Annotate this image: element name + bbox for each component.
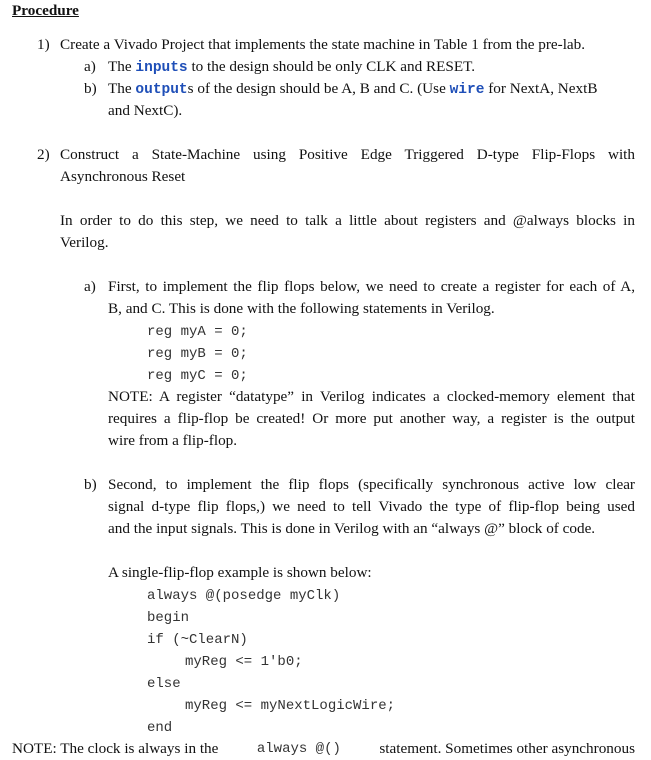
step1a-pre: The xyxy=(108,58,136,75)
inputs-keyword: inputs xyxy=(135,60,188,76)
final-note-post: statement. Sometimes other asynchronous xyxy=(379,740,635,757)
step1b-mid: s of the design should be A, B and C. (Use xyxy=(187,80,450,97)
step2a-line2: B, and C. This is done with the following statements in Verilog. xyxy=(108,300,495,317)
code-end: end xyxy=(147,720,173,736)
code-reg-myA: reg myA = 0; xyxy=(147,324,248,340)
code-else: else xyxy=(147,676,181,692)
outputs-keyword: output xyxy=(135,82,188,98)
code-assign-clear: myReg <= 1'b0; xyxy=(185,654,303,670)
step2b-line3: and the input signals. This is done in Verilog with an “always @” block of code. xyxy=(108,520,596,537)
step2b-line1: Second, to implement the flip flops (specifically synchronous active low clear xyxy=(108,476,635,493)
step2-line2: Asynchronous Reset xyxy=(60,168,186,185)
step2-line1: Construct a State-Machine using Positive Edge Triggered D-type Flip-Flops with xyxy=(60,146,635,163)
step2-number: 2) xyxy=(37,146,50,163)
step2a-note-line2: requires a flip-flop be created! Or more put another way, a register is the output xyxy=(108,410,635,427)
procedure-title: Procedure xyxy=(12,2,79,19)
step2a-line1: First, to implement the flip flops below, we need to create a register for each of A, xyxy=(108,278,635,295)
code-assign-next: myReg <= myNextLogicWire; xyxy=(185,698,396,714)
code-always: always @(posedge myClk) xyxy=(147,588,341,604)
step1b-text xyxy=(108,78,597,101)
step1a-text xyxy=(108,56,475,79)
step2b-label: b) xyxy=(84,476,97,493)
step1-number: 1) xyxy=(37,36,50,53)
step2a-label: a) xyxy=(84,278,96,295)
final-note-code: always @() xyxy=(256,741,341,757)
step2a-note-line3: wire from a flip-flop. xyxy=(108,432,238,449)
code-if: if (~ClearN) xyxy=(147,632,248,648)
step2-intro-line2: Verilog. xyxy=(60,234,109,251)
final-note-pre: NOTE: The clock is always in the xyxy=(12,740,219,757)
code-reg-myB: reg myB = 0; xyxy=(147,346,248,362)
step1a-post: to the design should be only CLK and RESET. xyxy=(187,58,476,75)
step1b-post: for NextA, NextB xyxy=(484,80,598,97)
step1-text: Create a Vivado Project that implements the state machine in Table 1 from the pre-lab. xyxy=(60,36,586,53)
step1a-label: a) xyxy=(84,58,96,75)
code-reg-myC: reg myC = 0; xyxy=(147,368,248,384)
step1b-label: b) xyxy=(84,80,97,97)
example-intro: A single-flip-flop example is shown below: xyxy=(108,564,372,581)
wire-keyword: wire xyxy=(449,82,485,98)
step2-intro-line1: In order to do this step, we need to talk a little about registers and @always blocks in xyxy=(60,212,635,229)
step2a-note-line1: NOTE: A register “datatype” in Verilog indicates a clocked-memory element that xyxy=(108,388,635,405)
step2b-line2: signal d-type flip flops,) we need to tell Vivado the type of flip-flop being used xyxy=(108,498,635,515)
step1b-pre: The xyxy=(108,80,136,97)
step1b-line2: and NextC). xyxy=(108,102,183,119)
code-begin: begin xyxy=(147,610,190,626)
